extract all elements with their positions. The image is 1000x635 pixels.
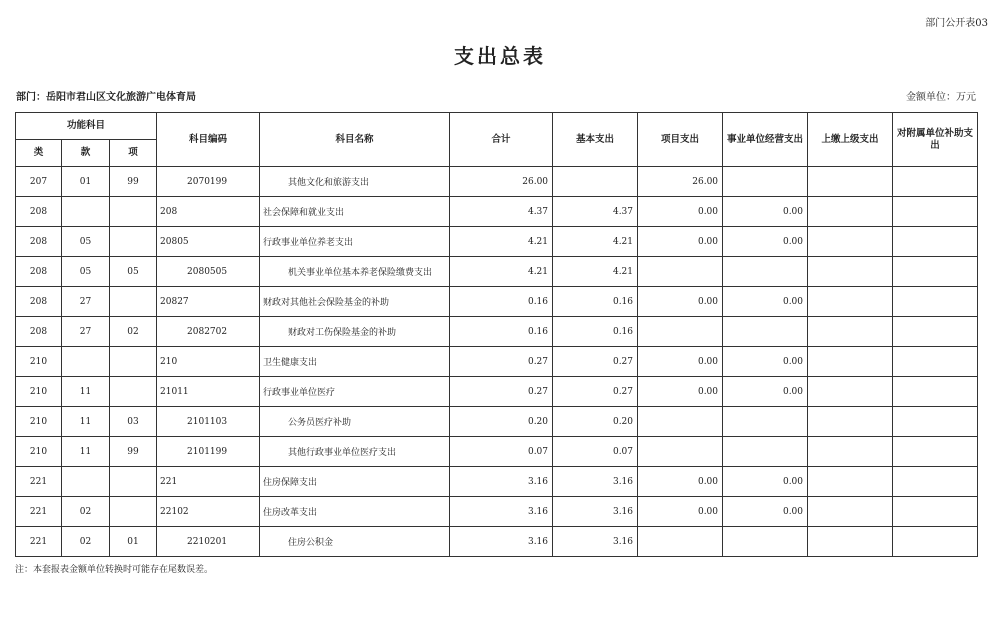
- cell-basic: 0.07: [553, 437, 638, 467]
- table-row: [16, 257, 978, 287]
- cell-total: 0.27: [450, 347, 553, 377]
- cell-project: [638, 257, 723, 287]
- cell-total: 0.16: [450, 287, 553, 317]
- cell-kuan: 05: [62, 257, 110, 287]
- cell-business: 0.00: [723, 377, 808, 407]
- cell-total: 3.16: [450, 527, 553, 557]
- cell-kuan: [62, 467, 110, 497]
- cell-xiang: 03: [110, 407, 157, 437]
- cell-code: 21011: [157, 377, 260, 407]
- table-row: [16, 377, 978, 407]
- cell-subsidy: [893, 257, 978, 287]
- cell-business: [723, 167, 808, 197]
- cell-basic: 0.20: [553, 407, 638, 437]
- header-xiang: 项: [110, 140, 157, 167]
- cell-superior: [808, 467, 893, 497]
- cell-superior: [808, 197, 893, 227]
- cell-business: 0.00: [723, 227, 808, 257]
- cell-xiang: 99: [110, 437, 157, 467]
- cell-project: 0.00: [638, 197, 723, 227]
- cell-xiang: [110, 377, 157, 407]
- cell-superior: [808, 377, 893, 407]
- cell-basic: 0.27: [553, 377, 638, 407]
- cell-basic: 4.21: [553, 257, 638, 287]
- cell-lei: 210: [16, 347, 62, 377]
- cell-basic: 3.16: [553, 527, 638, 557]
- cell-basic: [553, 167, 638, 197]
- header-superior-payment: 上缴上级支出: [808, 113, 893, 167]
- cell-project: 0.00: [638, 497, 723, 527]
- header-total: 合计: [450, 113, 553, 167]
- header-project-expenditure: 项目支出: [638, 113, 723, 167]
- cell-subsidy: [893, 437, 978, 467]
- cell-code: 208: [157, 197, 260, 227]
- cell-lei: 221: [16, 527, 62, 557]
- cell-project: 0.00: [638, 467, 723, 497]
- table-row: [16, 167, 978, 197]
- cell-kuan: 02: [62, 497, 110, 527]
- cell-business: [723, 257, 808, 287]
- cell-basic: 4.21: [553, 227, 638, 257]
- cell-superior: [808, 407, 893, 437]
- cell-lei: 208: [16, 317, 62, 347]
- table-row: [16, 197, 978, 227]
- cell-code: 2070199: [157, 167, 260, 197]
- cell-lei: 210: [16, 437, 62, 467]
- cell-superior: [808, 527, 893, 557]
- cell-subsidy: [893, 377, 978, 407]
- cell-business: 0.00: [723, 467, 808, 497]
- cell-name: 其他行政事业单位医疗支出: [260, 437, 450, 467]
- cell-subsidy: [893, 317, 978, 347]
- cell-basic: 3.16: [553, 467, 638, 497]
- cell-name: 卫生健康支出: [260, 347, 450, 377]
- table-row: [16, 407, 978, 437]
- cell-xiang: [110, 347, 157, 377]
- report-number-label: 部门公开表03: [925, 18, 988, 29]
- table-row: [16, 347, 978, 377]
- cell-kuan: 11: [62, 437, 110, 467]
- cell-basic: 0.16: [553, 317, 638, 347]
- cell-total: 3.16: [450, 497, 553, 527]
- cell-kuan: 27: [62, 317, 110, 347]
- cell-project: [638, 407, 723, 437]
- table-row: [16, 497, 978, 527]
- cell-name: 其他文化和旅游支出: [260, 167, 450, 197]
- cell-name: 社会保障和就业支出: [260, 197, 450, 227]
- cell-kuan: [62, 197, 110, 227]
- cell-business: [723, 527, 808, 557]
- cell-lei: 210: [16, 377, 62, 407]
- cell-code: 2101103: [157, 407, 260, 437]
- cell-name: 住房公积金: [260, 527, 450, 557]
- cell-total: 0.07: [450, 437, 553, 467]
- cell-project: 0.00: [638, 287, 723, 317]
- cell-name: 行政事业单位养老支出: [260, 227, 450, 257]
- cell-subsidy: [893, 287, 978, 317]
- cell-basic: 3.16: [553, 497, 638, 527]
- cell-lei: 208: [16, 257, 62, 287]
- amount-unit-label: 金额单位：万元: [906, 92, 976, 103]
- cell-business: [723, 407, 808, 437]
- cell-kuan: 05: [62, 227, 110, 257]
- expenditure-table: [15, 112, 978, 557]
- cell-business: 0.00: [723, 287, 808, 317]
- cell-total: 0.16: [450, 317, 553, 347]
- cell-kuan: 11: [62, 377, 110, 407]
- cell-superior: [808, 437, 893, 467]
- cell-basic: 4.37: [553, 197, 638, 227]
- header-lei: 类: [16, 140, 62, 167]
- cell-lei: 208: [16, 227, 62, 257]
- cell-xiang: [110, 227, 157, 257]
- cell-business: [723, 317, 808, 347]
- cell-project: 0.00: [638, 347, 723, 377]
- cell-name: 住房改革支出: [260, 497, 450, 527]
- cell-xiang: [110, 287, 157, 317]
- cell-project: 26.00: [638, 167, 723, 197]
- cell-code: 2080505: [157, 257, 260, 287]
- footnote: 注：本套报表金额单位转换时可能存在尾数误差。: [15, 565, 214, 575]
- cell-superior: [808, 287, 893, 317]
- cell-basic: 0.27: [553, 347, 638, 377]
- cell-name: 机关事业单位基本养老保险缴费支出: [260, 257, 450, 287]
- cell-superior: [808, 317, 893, 347]
- cell-business: [723, 437, 808, 467]
- cell-code: 2210201: [157, 527, 260, 557]
- cell-xiang: 02: [110, 317, 157, 347]
- page-title: 支出总表: [454, 44, 546, 68]
- cell-name: 住房保障支出: [260, 467, 450, 497]
- cell-total: 0.20: [450, 407, 553, 437]
- cell-code: 210: [157, 347, 260, 377]
- cell-subsidy: [893, 167, 978, 197]
- cell-code: 2101199: [157, 437, 260, 467]
- cell-subsidy: [893, 227, 978, 257]
- table-row: [16, 287, 978, 317]
- table-row: [16, 317, 978, 347]
- cell-business: 0.00: [723, 497, 808, 527]
- cell-xiang: 05: [110, 257, 157, 287]
- cell-total: 4.37: [450, 197, 553, 227]
- cell-subsidy: [893, 527, 978, 557]
- cell-lei: 221: [16, 497, 62, 527]
- cell-project: 0.00: [638, 227, 723, 257]
- cell-name: 财政对其他社会保险基金的补助: [260, 287, 450, 317]
- cell-name: 财政对工伤保险基金的补助: [260, 317, 450, 347]
- header-basic-expenditure: 基本支出: [553, 113, 638, 167]
- cell-xiang: 01: [110, 527, 157, 557]
- cell-superior: [808, 167, 893, 197]
- cell-total: 26.00: [450, 167, 553, 197]
- cell-project: [638, 317, 723, 347]
- cell-xiang: [110, 197, 157, 227]
- cell-subsidy: [893, 497, 978, 527]
- cell-name: 行政事业单位医疗: [260, 377, 450, 407]
- header-function-subject: 功能科目: [16, 113, 157, 140]
- cell-subsidy: [893, 467, 978, 497]
- cell-total: 4.21: [450, 257, 553, 287]
- cell-kuan: 11: [62, 407, 110, 437]
- header-affiliate-subsidy: 对附属单位补助支出: [893, 113, 978, 167]
- cell-kuan: 02: [62, 527, 110, 557]
- cell-subsidy: [893, 197, 978, 227]
- cell-lei: 208: [16, 287, 62, 317]
- cell-superior: [808, 347, 893, 377]
- cell-total: 0.27: [450, 377, 553, 407]
- cell-business: 0.00: [723, 197, 808, 227]
- cell-subsidy: [893, 407, 978, 437]
- table-row: [16, 227, 978, 257]
- cell-superior: [808, 227, 893, 257]
- table-row: [16, 527, 978, 557]
- header-subject-name: 科目名称: [260, 113, 450, 167]
- table-row: [16, 437, 978, 467]
- cell-lei: 210: [16, 407, 62, 437]
- cell-project: 0.00: [638, 377, 723, 407]
- cell-xiang: [110, 467, 157, 497]
- cell-total: 3.16: [450, 467, 553, 497]
- cell-kuan: [62, 347, 110, 377]
- cell-code: 22102: [157, 497, 260, 527]
- table-row: [16, 467, 978, 497]
- header-business-expenditure: 事业单位经营支出: [723, 113, 808, 167]
- cell-subsidy: [893, 347, 978, 377]
- cell-lei: 207: [16, 167, 62, 197]
- cell-code: 221: [157, 467, 260, 497]
- cell-kuan: 27: [62, 287, 110, 317]
- cell-code: 2082702: [157, 317, 260, 347]
- cell-superior: [808, 257, 893, 287]
- header-kuan: 款: [62, 140, 110, 167]
- cell-code: 20827: [157, 287, 260, 317]
- cell-xiang: [110, 497, 157, 527]
- cell-name: 公务员医疗补助: [260, 407, 450, 437]
- cell-kuan: 01: [62, 167, 110, 197]
- cell-superior: [808, 497, 893, 527]
- cell-project: [638, 437, 723, 467]
- cell-code: 20805: [157, 227, 260, 257]
- cell-lei: 221: [16, 467, 62, 497]
- cell-lei: 208: [16, 197, 62, 227]
- cell-business: 0.00: [723, 347, 808, 377]
- header-subject-code: 科目编码: [157, 113, 260, 167]
- department-label: 部门：岳阳市君山区文化旅游广电体育局: [16, 92, 196, 103]
- cell-project: [638, 527, 723, 557]
- cell-basic: 0.16: [553, 287, 638, 317]
- cell-xiang: 99: [110, 167, 157, 197]
- cell-total: 4.21: [450, 227, 553, 257]
